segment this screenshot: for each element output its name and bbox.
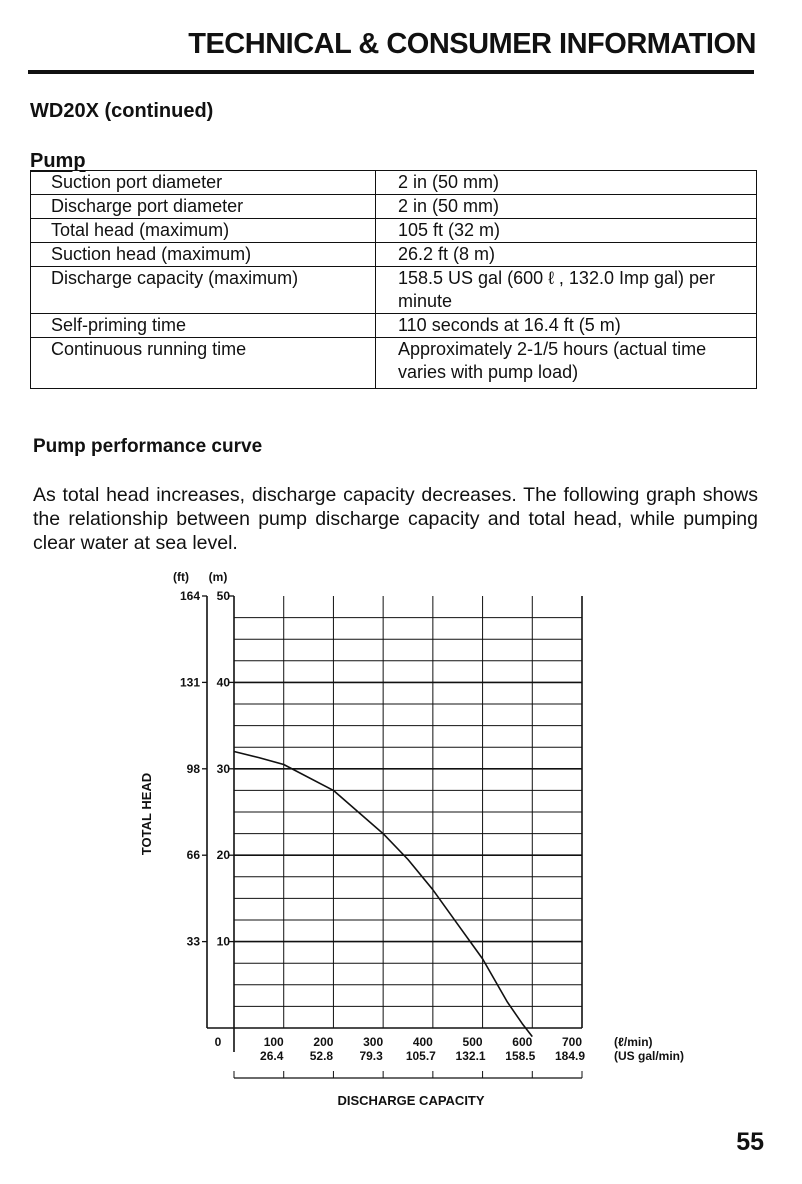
- spec-value: 158.5 US gal (600 ℓ , 132.0 Imp gal) per minute: [376, 267, 757, 314]
- x-unit-primary: (ℓ/min): [614, 1035, 653, 1049]
- y-tick-label-ft: 98: [186, 761, 200, 776]
- y-tick-label-ft: 131: [179, 675, 200, 690]
- y-tick-label-ft: 33: [186, 934, 200, 949]
- performance-heading: Pump performance curve: [33, 436, 263, 457]
- x-tick-label: 300: [363, 1035, 384, 1049]
- y-tick-label-m: 10: [216, 934, 230, 949]
- y-tick-label-m: 30: [216, 761, 230, 776]
- y-unit-ft: (ft): [173, 570, 189, 584]
- spec-label: Continuous running time: [31, 338, 376, 389]
- x-tick-label-secondary: 52.8: [309, 1049, 334, 1063]
- spec-value: Approximately 2-1/5 hours (actual time varies with pump load): [376, 338, 757, 389]
- spec-value: 2 in (50 mm): [376, 171, 757, 195]
- x-tick-label: 400: [412, 1035, 433, 1049]
- spec-value: 2 in (50 mm): [376, 195, 757, 219]
- x-tick-label: 200: [313, 1035, 334, 1049]
- x-unit-secondary: (US gal/min): [614, 1049, 685, 1063]
- spec-value: 26.2 ft (8 m): [376, 243, 757, 267]
- spec-label: Suction head (maximum): [31, 243, 376, 267]
- model-heading: WD20X (continued): [30, 100, 214, 122]
- x-axis-title: DISCHARGE CAPACITY: [337, 1093, 485, 1108]
- x-tick-label: 600: [512, 1035, 533, 1049]
- x-tick-label-secondary: 132.1: [455, 1049, 486, 1063]
- y-tick-label-ft: 66: [186, 848, 200, 863]
- y-tick-label-m: 20: [216, 848, 230, 863]
- x-tick-label-secondary: 184.9: [554, 1049, 586, 1063]
- page-number: 55: [736, 1128, 764, 1156]
- performance-intro: As total head increases, discharge capacity decreases. The following graph shows the relationship between pump discharge capacity and total head, while pumping clear water at sea level.: [33, 484, 758, 554]
- spec-label: Self-priming time: [31, 314, 376, 338]
- spec-label: Total head (maximum): [31, 219, 376, 243]
- x-tick-label-secondary: 79.3: [359, 1049, 383, 1063]
- pump-heading: Pump: [30, 150, 86, 172]
- x-tick-label: 100: [263, 1035, 284, 1049]
- y-axis-title: TOTAL HEAD: [139, 772, 154, 856]
- y-tick-label-ft: 164: [179, 589, 200, 603]
- page-header-title: TECHNICAL & CONSUMER INFORMATION: [188, 28, 756, 60]
- x-tick-label: 500: [462, 1035, 483, 1049]
- spec-label: Suction port diameter: [31, 171, 376, 195]
- x-tick-label: 700: [561, 1035, 583, 1049]
- x-origin-label: 0: [214, 1035, 222, 1049]
- y-tick-label-m: 50: [216, 589, 230, 603]
- y-tick-label-m: 40: [216, 675, 230, 690]
- spec-label: Discharge port diameter: [31, 195, 376, 219]
- spec-value: 105 ft (32 m): [376, 219, 757, 243]
- x-tick-label-secondary: 105.7: [405, 1049, 436, 1063]
- y-unit-m: (m): [208, 570, 228, 584]
- spec-label: Discharge capacity (maximum): [31, 267, 376, 314]
- spec-value: 110 seconds at 16.4 ft (5 m): [376, 314, 757, 338]
- x-tick-label-secondary: 26.4: [260, 1049, 284, 1063]
- x-tick-label-secondary: 158.5: [505, 1049, 536, 1063]
